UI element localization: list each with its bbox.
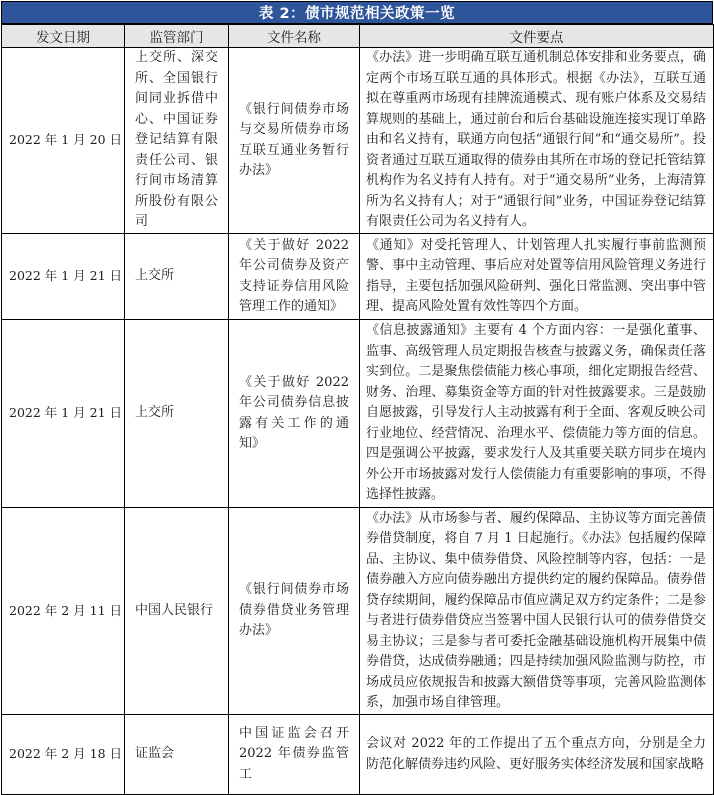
cell-document-name: 《银行间债券市场债券借贷业务管理办法》 bbox=[229, 508, 360, 715]
cell-issue-date: 2022 年 2 月 18 日 bbox=[2, 715, 125, 795]
col-header-document-name: 文件名称 bbox=[229, 25, 360, 48]
document-page bbox=[0, 1, 714, 782]
cell-key-points: 《办法》从市场参与者、履约保障品、主协议等方面完善债券借贷制度，将自 7 月 1 日起施行。《办法》包括履约保障品、主协议、集中债券借贷、风险控制等内容，包括：一是债券融入方应向债券融出方提供约定的履约保障品。债券借贷存续期间，履约保障品市值应满足双方约定条件；二是参与者进行债券借贷应当签署中国人民银行认可的债券借贷交易主协议；三是参与者可委托金融基础设施机构开展集中债券借贷，达成债券融通；四是持续加强风险监测与防控，市场成员应依规报告和披露大额借贷等事项，完善风险监测体系，加强市场自律管理。 bbox=[360, 508, 714, 715]
cell-issue-date: 2022 年 2 月 11 日 bbox=[2, 508, 125, 715]
table-title-bar bbox=[1, 1, 713, 24]
table-title: 表 2：债市规范相关政策一览 bbox=[258, 6, 456, 22]
table-row bbox=[2, 715, 714, 795]
cell-key-points: 《办法》进一步明确互联互通机制总体安排和业务要点，确定两个市场互联互通的具体形式。根据《办法》，互联互通拟在尊重两市场现有挂牌流通模式、现有账户体系及交易结算规则的基础上，通过前台和后台基础设施连接实现订单路由和名义持有，联通方向包括“通银行间”和“通交易所”。投资者通过互联互通取得的债券由其所在市场的登记托管结算机构作为名义持有人持有。对于“通交易所”业务，上海清算所为名义持有人；对于“通银行间”业务，中国证券登记结算有限责任公司为名义持有人。 bbox=[360, 48, 714, 234]
cell-regulator: 上交所、深交所、全国银行间同业拆借中心、中国证券登记结算有限责任公司、银行间市场清算所股份有限公司 bbox=[125, 48, 229, 234]
col-header-regulator: 监管部门 bbox=[125, 25, 229, 48]
cell-regulator: 上交所 bbox=[125, 234, 229, 320]
cell-key-points: 《通知》对受托管理人、计划管理人扎实履行事前监测预警、事中主动管理、事后应对处置等信用风险管理义务进行指导，主要包括加强风险研判、强化日常监测、突出事中管理、提高风险处置有效性等四个方面。 bbox=[360, 234, 714, 320]
cell-document-name: 《银行间债券市场与交易所债券市场互联互通业务暂行办法》 bbox=[229, 48, 360, 234]
cell-document-name: 《关于做好 2022 年公司债券及资产支持证券信用风险管理工作的通知》 bbox=[229, 234, 360, 320]
table-row bbox=[2, 234, 714, 320]
table-row bbox=[2, 508, 714, 715]
col-header-issue-date: 发文日期 bbox=[2, 25, 125, 48]
cell-regulator: 证监会 bbox=[125, 715, 229, 795]
cell-document-name: 《关于做好 2022 年公司债券信息披露有关工作的通知》 bbox=[229, 320, 360, 508]
table-row bbox=[2, 320, 714, 508]
cell-key-points: 《信息披露通知》主要有 4 个方面内容：一是强化董事、监事、高级管理人员定期报告核查与披露义务，确保责任落实到位。二是聚焦偿债能力核心事项，细化定期报告经营、财务、治理、募集资金等方面的针对性披露要求。三是鼓励自愿披露，引导发行人主动披露有利于全面、客观反映公司行业地位、经营情况、治理水平、偿债能力等方面的信息。四是强调公平披露，要求发行人及其重要关联方同步在境内外公开市场披露对发行人偿债能力有重要影响的事项，不得选择性披露。 bbox=[360, 320, 714, 508]
col-header-key-points: 文件要点 bbox=[360, 25, 714, 48]
cell-document-name: 中国证监会召开 2022 年债券监管工 bbox=[229, 715, 360, 795]
table-row bbox=[2, 48, 714, 234]
cell-issue-date: 2022 年 1 月 21 日 bbox=[2, 234, 125, 320]
cell-issue-date: 2022 年 1 月 21 日 bbox=[2, 320, 125, 508]
cell-regulator: 中国人民银行 bbox=[125, 508, 229, 715]
policy-table bbox=[1, 24, 714, 795]
cell-key-points: 会议对 2022 年的工作提出了五个重点方向，分别是全力防范化解债券违约风险、更好服务实体经济发展和国家战略 bbox=[360, 715, 714, 795]
cell-regulator: 上交所 bbox=[125, 320, 229, 508]
cell-issue-date: 2022 年 1 月 20 日 bbox=[2, 48, 125, 234]
table-header-row bbox=[2, 25, 714, 48]
